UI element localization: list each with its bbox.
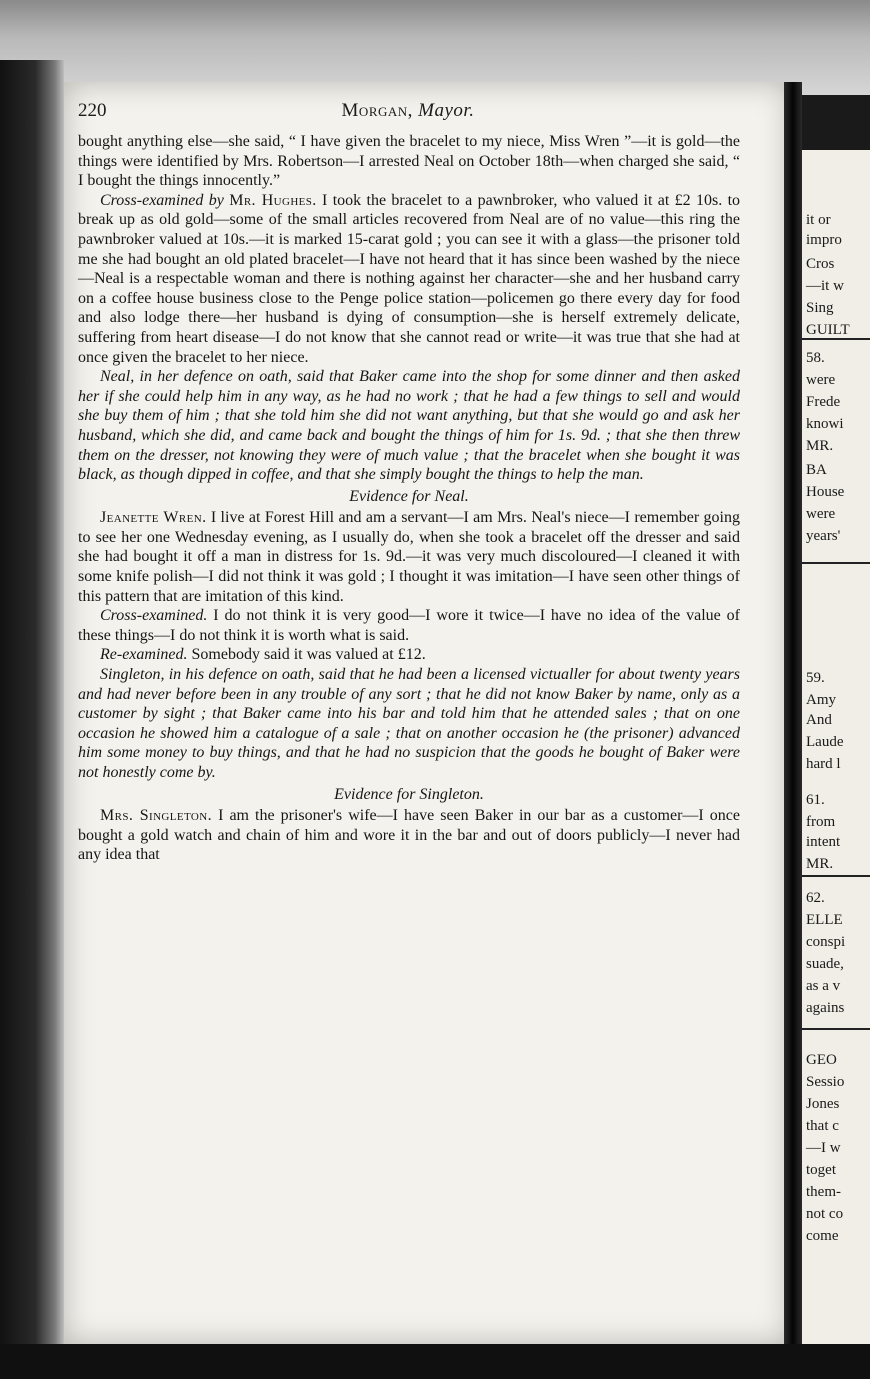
facing-page-line: them- [806,1184,841,1200]
facing-page-fragment [802,150,870,1344]
facing-page-line: toget [806,1162,836,1178]
scan-bottom-edge [0,1344,870,1379]
scan-top-shadow [0,0,870,95]
mrs-singleton-text: I am the prisoner's wife—I have seen Baker in our bar as a customer—I once bought a gold watch and chain of him and wore it in the bar and out of doors publicly—I never had any idea that [78,807,740,864]
facing-page-rule [802,338,870,340]
facing-page-line: from [806,814,836,830]
facing-page-line: —it w [806,278,844,294]
facing-page-rule [802,1028,870,1030]
facing-page-line: Laude [806,734,844,750]
re-examined-text: Somebody said it was valued at £12. [187,646,426,664]
re-examined-label: Re-examined. [100,646,188,664]
witness-name-wren: Jeanette Wren. [100,509,207,527]
paragraph-testimony-continued: bought anything else—she said, “ I have given the bracelet to my niece, Miss Wren ”—it is gold—the things were identified by Mrs. Robertson—I arrested Neal on October 18th—when charged she said, “ I bought the things innocently.” [78,133,740,190]
paragraph-neal-defence: Neal, in her defence on oath, said that Baker came into the shop for some dinner and then asked her if she could help him in any way, as he had no work ; that he had a few things to sell and would she buy them of him ; that she told him she did not want anything, but that she would go and ask her husband, which she did, and came back and bought the things of him for 1s. 9d. ; that she then threw them on the dresser, not knowing they were of much value ; that the bracelet when she bought it was black, as though dipped in coffee, and that she simply bought the things to help the man. [78,368,740,484]
book-left-edge [0,60,64,1379]
facing-page-line: as a v [806,978,841,994]
running-title [78,100,738,122]
facing-page-line: MR. [806,438,834,454]
facing-page-line: Cros [806,256,835,272]
facing-page-line: impro [806,232,842,248]
facing-page-line: Sessio [806,1074,845,1090]
facing-page-line: agains [806,1000,845,1016]
page-body [78,132,740,865]
facing-page-line: knowi [806,416,844,432]
facing-page-line: intent [806,834,841,850]
wren-cross-text: I do not think it is very good—I wore it twice—I have no idea of the value of these things—I do not think it is worth what is said. [78,607,740,644]
paragraph-singleton-defence: Singleton, in his defence on oath, said that he had been a licensed victualler for about twenty years and had never before been in any trouble of any sort ; that he did not know Baker by name, only as a customer by sight ; that Baker came into his bar and told him that he attended sales ; that on one occasion he showed him a catalogue of a sale ; that on another occasion he (the prisoner) advanced him some money to buy things, and that he had no suspicion that the goods he bought of Baker were not honestly come by. [78,666,740,781]
facing-page-line: ELLE [806,912,843,928]
facing-page-line: Frede [806,394,841,410]
running-title-name: Morgan, [341,100,413,121]
witness-name-mrs-singleton: Mrs. Singleton. [100,807,213,825]
facing-page-line: MR. [806,856,834,872]
book-gutter [784,82,802,1344]
facing-page-line: years' [806,528,841,544]
facing-page-line: hard l [806,756,841,772]
facing-page-line: BA [806,462,827,478]
running-title-office: Mayor. [418,100,475,121]
cross-examined-label-2: Cross-examined. [100,607,208,625]
heading-evidence-for-singleton: Evidence for Singleton. [334,785,484,803]
facing-page-line: come [806,1228,839,1244]
facing-page-line: that c [806,1118,839,1134]
facing-page-line: Sing [806,300,834,316]
cross-examination-text: I took the bracelet to a pawnbroker, who valued it at £2 10s. to break up as old gold—some of the small articles recovered from Neal are of no value—this ring the pawnbroker valued at 10s.—it is marked 15-carat gold ; you can see it with a glass—the prisoner told me she had bought an old plated bracelet—I have not heard that it has since been washed by the niece—Neal is a respectable woman and there is nothing against her character—she and her husband carry on a coffee house business close to the Penge police station—policemen go there every day for food and also lodge there—her husband is dying of consumption—she is herself extremely delicate, suffering from heart disease—I do not know that she cannot read or write—it was true that she had at once given the bracelet to her niece. [78,191,741,366]
facing-page-line: conspi [806,934,846,950]
page-number: 220 [78,100,107,121]
wren-testimony-text: I live at Forest Hill and am a servant—I am Mrs. Neal's niece—I remember going to see her one Wednesday evening, as I usually do, when she took a bracelet off the dresser and said she had bought it off a man in distress for 1s. 9d.—it was very much discoloured—I cleaned it with some knife polish—I did not think it was gold ; I thought it was imitation—I have seen other things of this pattern that are imitation of this kind. [78,509,741,605]
facing-page-rule [802,875,870,877]
facing-page-line: it or [806,212,831,228]
facing-page-line: House [806,484,845,500]
paragraph-wren-re-examined [78,645,740,665]
paragraph-wren-testimony [78,508,740,606]
facing-page-line: 58. [806,350,825,366]
facing-page-line: And [806,712,832,728]
facing-page-line: GEO [806,1052,837,1068]
facing-page-line: 59. [806,670,825,686]
paragraph-mrs-singleton [78,806,740,865]
heading-evidence-for-neal: Evidence for Neal. [349,487,469,505]
facing-page-line: 61. [806,792,825,808]
facing-page-line: —I w [806,1140,841,1156]
facing-page-rule [802,562,870,564]
facing-page-line: suade, [806,956,844,972]
facing-page-line: 62. [806,890,825,906]
facing-page-line: not co [806,1206,844,1222]
facing-page-line: Amy [806,692,836,708]
facing-page-line: were [806,506,836,522]
paragraph-cross-examination [78,191,740,367]
facing-page-line: were [806,372,836,388]
facing-page-line: Jones [806,1096,840,1112]
paragraph-wren-cross [78,606,740,645]
counsel-name: Mr. Hughes. [229,191,317,209]
cross-examined-label: Cross-examined by [100,191,224,209]
facing-page-line: GUILT [806,322,850,338]
